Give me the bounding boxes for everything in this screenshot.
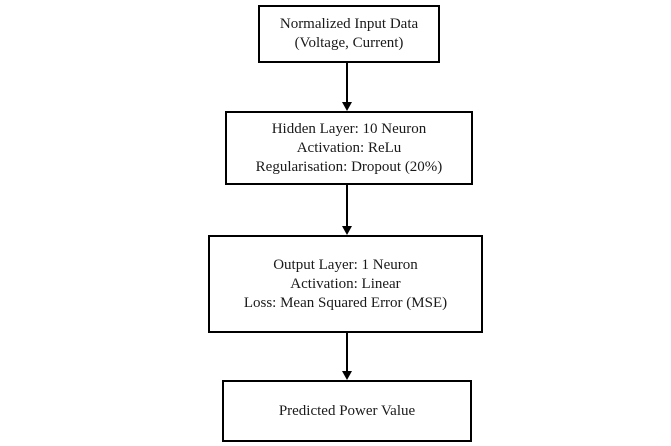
node-predicted-power-value <box>222 380 472 442</box>
node-text-line: Activation: Linear <box>290 275 401 292</box>
node-text-line: Predicted Power Value <box>278 402 416 419</box>
node-output-layer <box>208 235 483 333</box>
arrow-down-icon <box>341 185 353 235</box>
node-text-line: (Voltage, Current) <box>294 35 404 51</box>
arrowhead-icon <box>342 371 352 380</box>
node-text-line: Normalized Input Data <box>279 16 419 32</box>
arrow-shaft <box>346 185 348 226</box>
node-text-line: Output Layer: 1 Neuron <box>273 256 418 273</box>
node-text-line: Hidden Layer: 10 Neuron <box>271 120 427 137</box>
arrow-shaft <box>346 63 348 102</box>
arrowhead-icon <box>342 102 352 111</box>
arrow-down-icon <box>341 333 353 380</box>
arrow-down-icon <box>341 63 353 111</box>
node-text-line: Activation: ReLu <box>296 139 402 156</box>
arrowhead-icon <box>342 226 352 235</box>
arrow-shaft <box>346 333 348 371</box>
node-normalized-input-data <box>258 5 440 63</box>
node-text-line: Loss: Mean Squared Error (MSE) <box>243 294 448 311</box>
node-text-line: Regularisation: Dropout (20%) <box>255 158 443 175</box>
node-hidden-layer <box>225 111 473 185</box>
